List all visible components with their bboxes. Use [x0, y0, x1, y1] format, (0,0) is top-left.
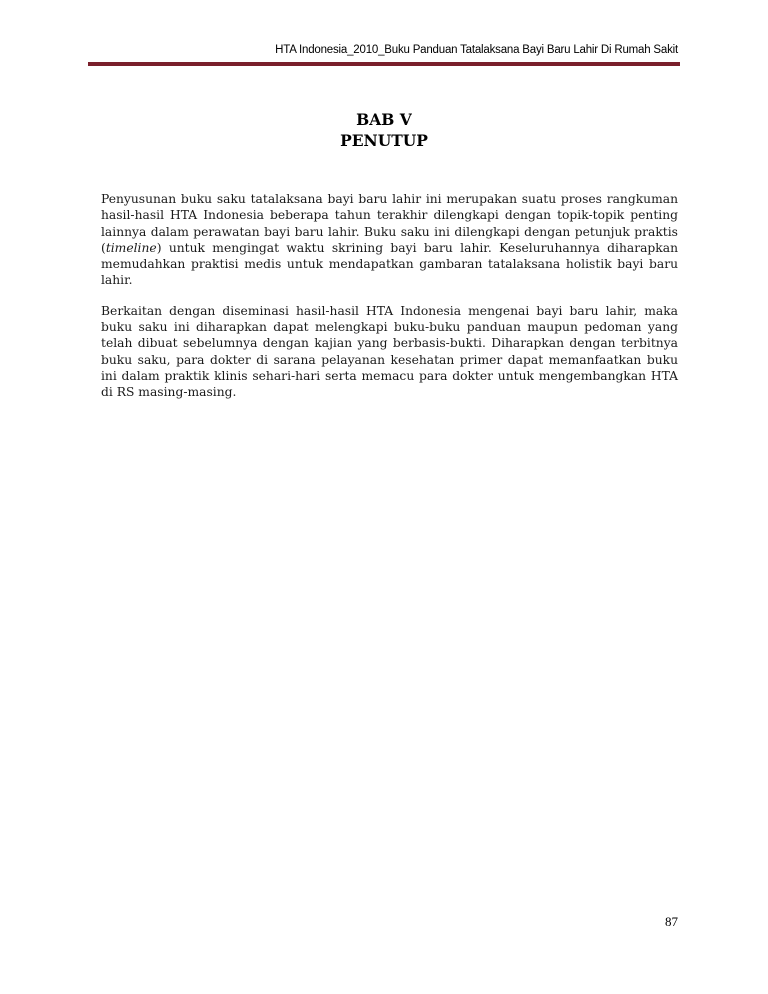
page-number: 87: [665, 914, 678, 929]
chapter-heading: [0, 109, 768, 151]
header-rule: [88, 62, 680, 66]
paragraph-1: [101, 191, 678, 289]
chapter-title: PENUTUP: [340, 131, 428, 150]
paragraph-2: Berkaitan dengan diseminasi hasil-hasil HTA Indonesia mengenai bayi baru lahir, maka buku saku ini diharapkan dapat melengkapi buku-buku panduan maupun pedoman yang telah dibuat sebelumnya dengan kajian yang berbasis-bukti. Diharapkan dengan terbitnya buku saku, para dokter di sarana pelayanan kesehatan primer dapat memanfaatkan buku ini dalam praktik klinis sehari-hari serta memacu para dokter untuk mengembangkan HTA di RS masing-masing.: [101, 303, 678, 400]
running-header: HTA Indonesia_2010_Buku Panduan Tatalaksana Bayi Baru Lahir Di Rumah Sakit: [275, 44, 678, 56]
paragraph-1-part-1: Penyusunan buku saku tatalaksana bayi baru lahir ini merupakan suatu proses rangkuman hasil-hasil HTA Indonesia beberapa tahun terakhir dilengkapi dengan topik-topik penting lainnya dalam perawatan bayi baru lahir. Buku saku ini dilengkapi dengan petunjuk praktis (: [101, 192, 678, 255]
paragraph-1-emphasis: timeline: [105, 240, 157, 255]
chapter-number: BAB V: [356, 110, 412, 129]
body-text: [101, 191, 678, 415]
paragraph-1-part-2: ) untuk mengingat waktu skrining bayi baru lahir. Keseluruhannya diharapkan memudahkan praktisi medis untuk mendapatkan gambaran tatalaksana holistik bayi baru lahir.: [101, 240, 678, 288]
